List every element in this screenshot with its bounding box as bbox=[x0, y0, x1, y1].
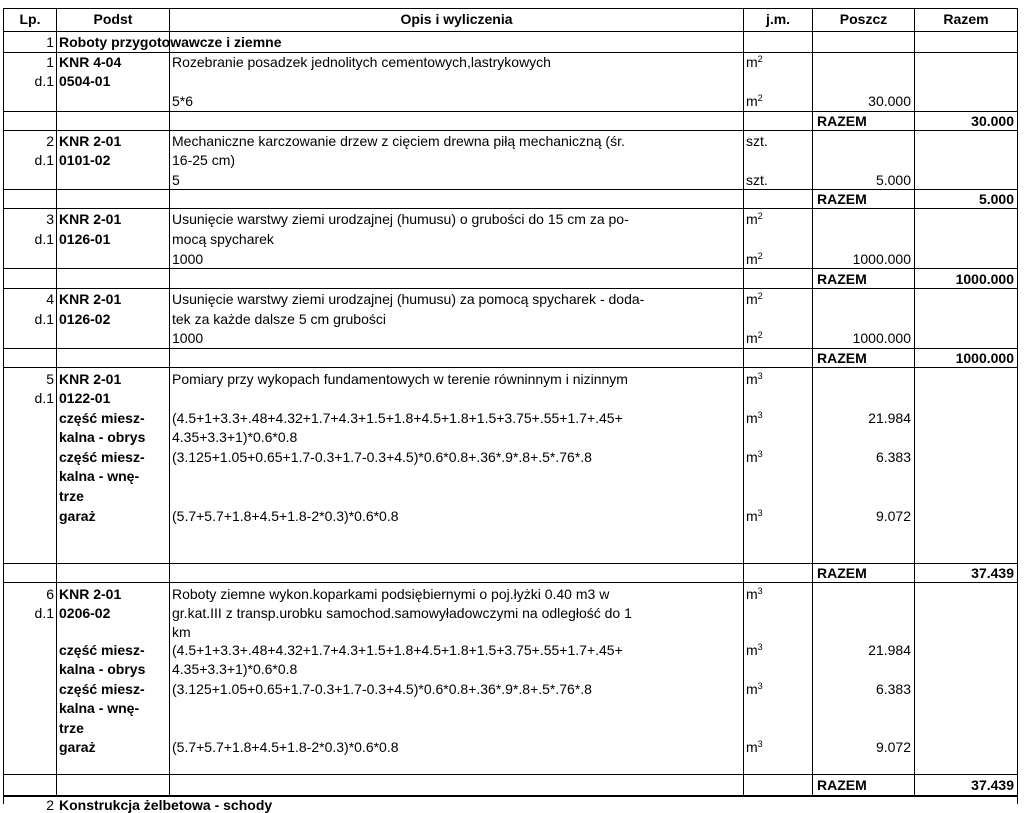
item2-bottom bbox=[3, 189, 1018, 190]
razem-label: RAZEM bbox=[817, 565, 867, 581]
calc-expression: (5.7+5.7+1.8+4.5+1.8-2*0.3)*0.6*0.8 bbox=[172, 739, 399, 755]
item-code: KNR 2-01 bbox=[59, 211, 122, 227]
calc-value: 1000.000 bbox=[852, 330, 911, 346]
item-description-line: 16-25 cm) bbox=[172, 152, 236, 168]
calc-label-line: garaż bbox=[59, 508, 96, 524]
razem-label: RAZEM bbox=[817, 191, 867, 207]
item-number: 2 bbox=[46, 133, 54, 149]
calc-unit: $m^3$ bbox=[746, 410, 763, 426]
calc-unit: $m^3$ bbox=[746, 508, 763, 524]
calc-value: 1000.000 bbox=[852, 251, 911, 267]
razem-total: 37.439 bbox=[971, 565, 1014, 581]
item-number: 6 bbox=[46, 586, 54, 602]
item-unit: $m^3$ bbox=[746, 371, 763, 387]
calc-label-line: kalna - wnę- bbox=[59, 468, 140, 484]
header-opis: Opis i wyliczenia bbox=[400, 11, 513, 27]
calc-expression: (5.7+5.7+1.8+4.5+1.8-2*0.3)*0.6*0.8 bbox=[172, 508, 399, 524]
header-razem: Razem bbox=[943, 11, 989, 27]
item5-razem-bottom bbox=[3, 582, 1018, 583]
section1-bottom bbox=[3, 52, 1018, 53]
calc-label-line: trze bbox=[59, 488, 84, 504]
item-number: 3 bbox=[46, 211, 54, 227]
razem-label: RAZEM bbox=[817, 350, 867, 366]
item1-bottom bbox=[3, 111, 1018, 112]
item-description-line: Mechaniczne karczowanie drzew z cięciem drewna piłą mechaniczną (śr. bbox=[172, 133, 625, 149]
calc-value: 30.000 bbox=[868, 93, 911, 109]
calc-label-line: część miesz- bbox=[59, 410, 145, 426]
calc-unit: $m^3$ bbox=[746, 681, 763, 697]
razem-total: 1000.000 bbox=[955, 271, 1014, 287]
calc-value: 5.000 bbox=[875, 172, 911, 188]
calc-expression: 4.35+3.3+1)*0.6*0.8 bbox=[172, 661, 298, 677]
calc-label-line: kalna - obrys bbox=[59, 661, 146, 677]
header-poszcz: Poszcz bbox=[839, 11, 888, 27]
col-divider-opis bbox=[743, 8, 744, 795]
calc-value: 6.383 bbox=[875, 449, 911, 465]
razem-label: RAZEM bbox=[817, 777, 867, 793]
item-code-sub: 0126-02 bbox=[59, 311, 111, 327]
item-unit: $m^2$ bbox=[746, 54, 763, 70]
item4-bottom bbox=[3, 348, 1018, 349]
calc-expression: 5*6 bbox=[172, 93, 194, 109]
calc-unit: szt. bbox=[746, 172, 768, 188]
calc-label-line: kalna - obrys bbox=[59, 429, 146, 445]
calc-unit: $m^2$ bbox=[746, 251, 763, 267]
item-description-line: Usunięcie warstwy ziemi urodzajnej (humusu) za pomocą spycharek - doda- bbox=[172, 291, 645, 307]
item-code: KNR 2-01 bbox=[59, 371, 122, 387]
item-description-line: tek za każde dalsze 5 cm grubości bbox=[172, 311, 386, 327]
calc-unit: $m^3$ bbox=[746, 739, 763, 755]
header-lp: Lp. bbox=[19, 11, 41, 27]
item-description-line: Pomiary przy wykopach fundamentowych w terenie równinnym i nizinnym bbox=[172, 371, 628, 387]
razem-total: 5.000 bbox=[978, 191, 1014, 207]
razem-total: 37.439 bbox=[971, 777, 1014, 793]
border-left bbox=[3, 8, 4, 804]
section2-number: 2 bbox=[46, 797, 54, 813]
item-dl: d.1 bbox=[34, 152, 54, 168]
section1-title: Roboty przygotowawcze i ziemne bbox=[59, 34, 282, 50]
section1-number: 1 bbox=[46, 34, 54, 50]
calc-label-line: część miesz- bbox=[59, 449, 145, 465]
calc-value: 9.072 bbox=[875, 739, 911, 755]
item-code-sub: 0504-01 bbox=[59, 73, 111, 89]
item5-bottom bbox=[3, 563, 1018, 564]
calc-label-line: trze bbox=[59, 720, 84, 736]
item-code-sub: 0122-01 bbox=[59, 390, 111, 406]
section2-title: Konstrukcja żelbetowa - schody bbox=[59, 797, 273, 813]
item-description-line: Roboty ziemne wykon.koparkami podsiębiernymi o poj.łyżki 0.40 m3 w bbox=[172, 586, 610, 602]
item-unit: $m^3$ bbox=[746, 586, 763, 602]
item-code-sub: 0126-01 bbox=[59, 231, 111, 247]
calc-expression: (3.125+1.05+0.65+1.7-0.3+1.7-0.3+4.5)*0.6*0.8+.36*.9*.8+.5*.76*.8 bbox=[172, 449, 592, 465]
item-description-line: km bbox=[172, 624, 191, 640]
item-dl: d.1 bbox=[34, 311, 54, 327]
item-description-line: gr.kat.III z transp.urobku samochod.samowyładowczymi na odległość do 1 bbox=[172, 605, 632, 621]
razem-label: RAZEM bbox=[817, 271, 867, 287]
item-code: KNR 2-01 bbox=[59, 133, 122, 149]
item-unit: szt. bbox=[746, 133, 768, 149]
item-code-sub: 0101-02 bbox=[59, 152, 111, 168]
item-description-line: mocą spycharek bbox=[172, 231, 274, 247]
item-code: KNR 2-01 bbox=[59, 586, 122, 602]
item-unit: $m^2$ bbox=[746, 211, 763, 227]
calc-expression: (3.125+1.05+0.65+1.7-0.3+1.7-0.3+4.5)*0.6*0.8+.36*.9*.8+.5*.76*.8 bbox=[172, 681, 592, 697]
item4-razem-bottom bbox=[3, 367, 1018, 368]
calc-unit: $m^3$ bbox=[746, 642, 763, 658]
calc-label-line: część miesz- bbox=[59, 681, 145, 697]
item-code: KNR 2-01 bbox=[59, 291, 122, 307]
item-dl: d.1 bbox=[34, 73, 54, 89]
razem-total: 30.000 bbox=[971, 113, 1014, 129]
item6-bottom bbox=[3, 774, 1018, 775]
calc-expression: 5 bbox=[172, 172, 180, 188]
calc-value: 21.984 bbox=[868, 642, 911, 658]
calc-expression: 1000 bbox=[172, 330, 204, 346]
calc-expression: (4.5+1+3.3+.48+4.32+1.7+4.3+1.5+1.8+4.5+1.8+1.5+3.75+.55+1.7+.45+ bbox=[172, 642, 623, 658]
item-description-line: Rozebranie posadzek jednolitych cementowych,lastrykowych bbox=[172, 54, 551, 70]
calc-label-line: część miesz- bbox=[59, 642, 145, 658]
calc-label-line: kalna - wnę- bbox=[59, 700, 140, 716]
razem-label: RAZEM bbox=[817, 113, 867, 129]
item-code: KNR 4-04 bbox=[59, 54, 122, 70]
item-code-sub: 0206-02 bbox=[59, 605, 111, 621]
border-top bbox=[3, 8, 1018, 9]
calc-unit: $m^2$ bbox=[746, 93, 763, 109]
item-description-line: Usunięcie warstwy ziemi urodzajnej (humusu) o grubości do 15 cm za po- bbox=[172, 211, 629, 227]
item-dl: d.1 bbox=[34, 390, 54, 406]
calc-expression: 4.35+3.3+1)*0.6*0.8 bbox=[172, 429, 298, 445]
header-jm: j.m. bbox=[765, 11, 791, 27]
col-divider-lp bbox=[56, 8, 57, 795]
col-divider-jm bbox=[812, 8, 813, 795]
item3-bottom bbox=[3, 268, 1018, 269]
item-dl: d.1 bbox=[34, 605, 54, 621]
item2-razem-bottom bbox=[3, 208, 1018, 209]
calc-value: 6.383 bbox=[875, 681, 911, 697]
calc-value: 21.984 bbox=[868, 410, 911, 426]
calc-expression: (4.5+1+3.3+.48+4.32+1.7+4.3+1.5+1.8+4.5+1.8+1.5+3.75+.55+1.7+.45+ bbox=[172, 410, 623, 426]
razem-total: 1000.000 bbox=[955, 350, 1014, 366]
header-podst: Podst bbox=[93, 11, 133, 27]
item-dl: d.1 bbox=[34, 231, 54, 247]
calc-value: 9.072 bbox=[875, 508, 911, 524]
calc-unit: $m^2$ bbox=[746, 330, 763, 346]
calc-unit: $m^3$ bbox=[746, 449, 763, 465]
calc-expression: 1000 bbox=[172, 251, 204, 267]
border-right bbox=[1017, 8, 1018, 804]
header-bottom bbox=[3, 31, 1018, 32]
item3-razem-bottom bbox=[3, 288, 1018, 289]
item-number: 4 bbox=[46, 291, 54, 307]
item-number: 5 bbox=[46, 371, 54, 387]
item-unit: $m^2$ bbox=[746, 291, 763, 307]
calc-label-line: garaż bbox=[59, 739, 96, 755]
item-number: 1 bbox=[46, 54, 54, 70]
item1-razem-bottom bbox=[3, 130, 1018, 131]
col-divider-podst bbox=[169, 8, 170, 795]
